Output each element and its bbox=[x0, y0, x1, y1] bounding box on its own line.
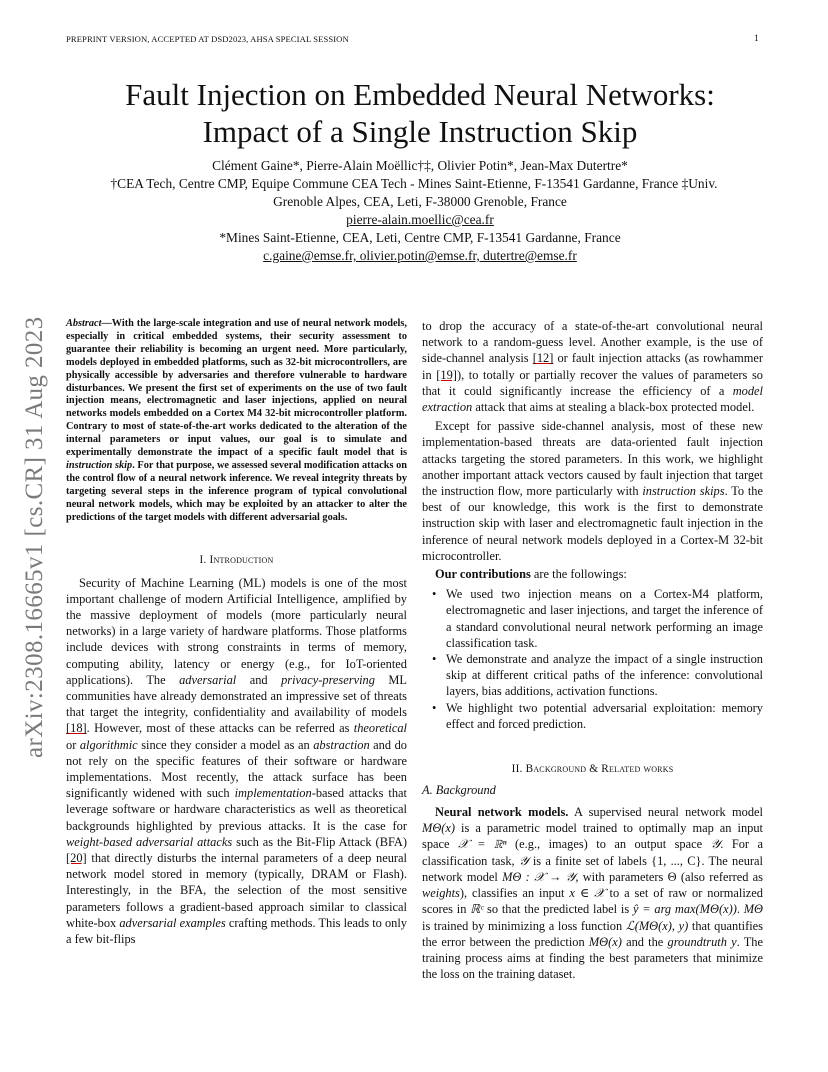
left-column bbox=[66, 318, 407, 947]
contributions-label: Our contributions bbox=[435, 567, 531, 582]
title-line-2: Impact of a Single Instruction Skip bbox=[202, 114, 638, 149]
right-paragraph-2: Except for passive side-channel analysis, most of these new implementation-based threats are data-oriented fault injection attacks targeting the stored parameters. In this work, we highlight another important attack vectors caused by fault injection that target the instruction flow, more particularly with instruction skips. To the best of our knowledge, this work is the first to demonstrate instruction skip with laser and electromagnetic fault injection in the inference of neural network models deployed in a Cortex-M 32-bit microcontroller. bbox=[422, 419, 763, 563]
contributions-list bbox=[422, 586, 763, 732]
page-number: 1 bbox=[754, 34, 759, 44]
section-heading-introduction: I. Introduction bbox=[199, 553, 274, 566]
author-names: Clément Gaine*, Pierre-Alain Moëllic†‡, Olivier Potin*, Jean-Max Dutertre* bbox=[212, 158, 628, 173]
right-paragraph-1: to drop the accuracy of a state-of-the-art convolutional neural network to a random-guess level. Another example, is the use of side-channel analysis [12] or fault injection attacks (as rowhammer in [19]), to totally or partially recover the values of parameters so that it could significantly increase the efficiency of a model extraction attack that aims at stealing a black-box protected model. bbox=[422, 319, 763, 415]
affiliation-1-cont: Grenoble Alpes, CEA, Leti, F-38000 Grenoble, France bbox=[273, 194, 567, 209]
intro-paragraph: Security of Machine Learning (ML) models is one of the most important challenge of modern Artificial Intelligence, amplified by the massive deployment of models (more particularly neural networks) in a large variety of hardware platforms. Those platforms include devices with strong constraints in terms of memory, computing ability, latency or energy (e.g., for IoT-oriented applications). The adversarial and privacy-preserving ML communities have already demonstrated an impressive set of threats that target the integrity, confidentiality and availability of models [18]. However, most of these attacks can be referred as theoretical or algorithmic since they consider a model as an abstraction and do not rely on the specific features of their software or hardware implementations. Most recently, the attack surface has been significantly widened with such implementation-based attacks that leverage software or hardware characteristics as well as theoretical backgrounds highlighted by previous attacks. It is the case for weight-based adversarial attacks such as the Bit-Flip Attack (BFA) [20] that directly disturbs the internal parameters of a deep neural network model stored in memory (typically, DRAM or Flash). Interestingly, in the BFA, the selection of the most sensitive parameters follows a gradient-based approach similar to classical white-box adversarial examples crafting methods. This leads to only a few bit-flips bbox=[66, 575, 407, 946]
email-link-2[interactable]: c.gaine@emse.fr, olivier.potin@emse.fr, dutertre@emse.fr bbox=[263, 248, 577, 263]
abstract-label: Abstract bbox=[66, 318, 102, 329]
section-heading-background: II. Background & Related works bbox=[511, 763, 674, 776]
affiliation-1: †CEA Tech, Centre CMP, Equipe Commune CEA Tech - Mines Saint-Etienne, F-13541 Gardanne, France ‡Univ. bbox=[110, 176, 718, 191]
author-block bbox=[40, 157, 800, 265]
citation-link[interactable]: [20] bbox=[66, 850, 87, 865]
paragraph-label: Neural network models. bbox=[435, 805, 569, 820]
citation-link[interactable]: [19] bbox=[436, 367, 457, 382]
neural-network-paragraph: Neural network models. A supervised neural network model MΘ(x) is a parametric model trained to optimally map an input space 𝒳 = ℝⁿ (e.g., images) to an output space 𝒴. For a classification task, 𝒴 is a finite set of labels {1, ..., C}. The neural network model MΘ : 𝒳 → 𝒴, with parameters Θ (also referred as weights), classifies an input x ∈ 𝒳 to a set of raw or normalized scores in ℝᶜ so that the predicted label is ŷ = arg max(MΘ(x)). MΘ is trained by minimizing a loss function ℒ(MΘ(x), y) that quantifies the error between the prediction MΘ(x) and the groundtruth y. The training process aims at finding the best parameters that minimize the loss on the training dataset. bbox=[422, 805, 764, 982]
affiliation-2: *Mines Saint-Etienne, CEA, Leti, Centre CMP, F-13541 Gardanne, France bbox=[219, 230, 621, 245]
citation-link[interactable]: [12] bbox=[532, 351, 554, 366]
contributions-intro: Our contributions are the followings: bbox=[435, 567, 627, 582]
abstract-text-end: . For that purpose, we assessed several modification attacks on the control flow of a neural network inference. We reveal integrity threats by targeting several steps in the inference program of typical convolutional neural network models, which may be exploited by an attacker to alter the predictions of the target models with different adversarial goals. bbox=[66, 459, 407, 523]
list-item: • We demonstrate and analyze the impact of a single instruction skip at different critical paths of the inference: convolutional layers, bias additions, activation functions. bbox=[446, 651, 763, 700]
list-item: • We highlight two potential adversarial exploitation: memory effect and forced prediction. bbox=[446, 700, 763, 732]
arxiv-stamp: arXiv:2308.16665v1 [cs.CR] 31 Aug 2023 bbox=[21, 316, 48, 758]
list-item: • We used two injection means on a Cortex-M4 platform, electromagnetic and laser injections, and target the inference of a standard convolutional neural network performing an image classification task. bbox=[446, 586, 763, 651]
abstract-text: —With the large-scale integration and use of neural network models, especially in critical embedded systems, their security assessment to guarantee their reliability is becoming an urgent need. More particularly, models deployed in embedded platforms, such as 32-bit microcontrollers, are physically accessible by adversaries and therefore vulnerable to hardware disturbances. We present the first set of experiments on the use of two fault injection means, electromagnetic and laser injections, applied on neural networks models embedded on a Cortex M4 32-bit microcontroller platform. Contrary to most of state-of-the-art works dedicated to the alteration of the internal parameters or input values, our goal is to simulate and experimentally demonstrate the impact of a specific fault model that is bbox=[66, 318, 407, 459]
email-link-1[interactable]: pierre-alain.moellic@cea.fr bbox=[346, 212, 494, 227]
right-column bbox=[422, 318, 763, 982]
abstract-emphasis: instruction skip bbox=[66, 459, 133, 471]
subsection-heading-background: A. Background bbox=[422, 783, 496, 798]
abstract bbox=[66, 318, 407, 525]
citation-link[interactable]: [18] bbox=[66, 721, 87, 736]
paper-title bbox=[40, 76, 800, 150]
running-header-left: PREPRINT VERSION, ACCEPTED AT DSD2023, AHSA SPECIAL SESSION bbox=[66, 34, 349, 44]
title-line-1: Fault Injection on Embedded Neural Networks: bbox=[125, 77, 715, 112]
